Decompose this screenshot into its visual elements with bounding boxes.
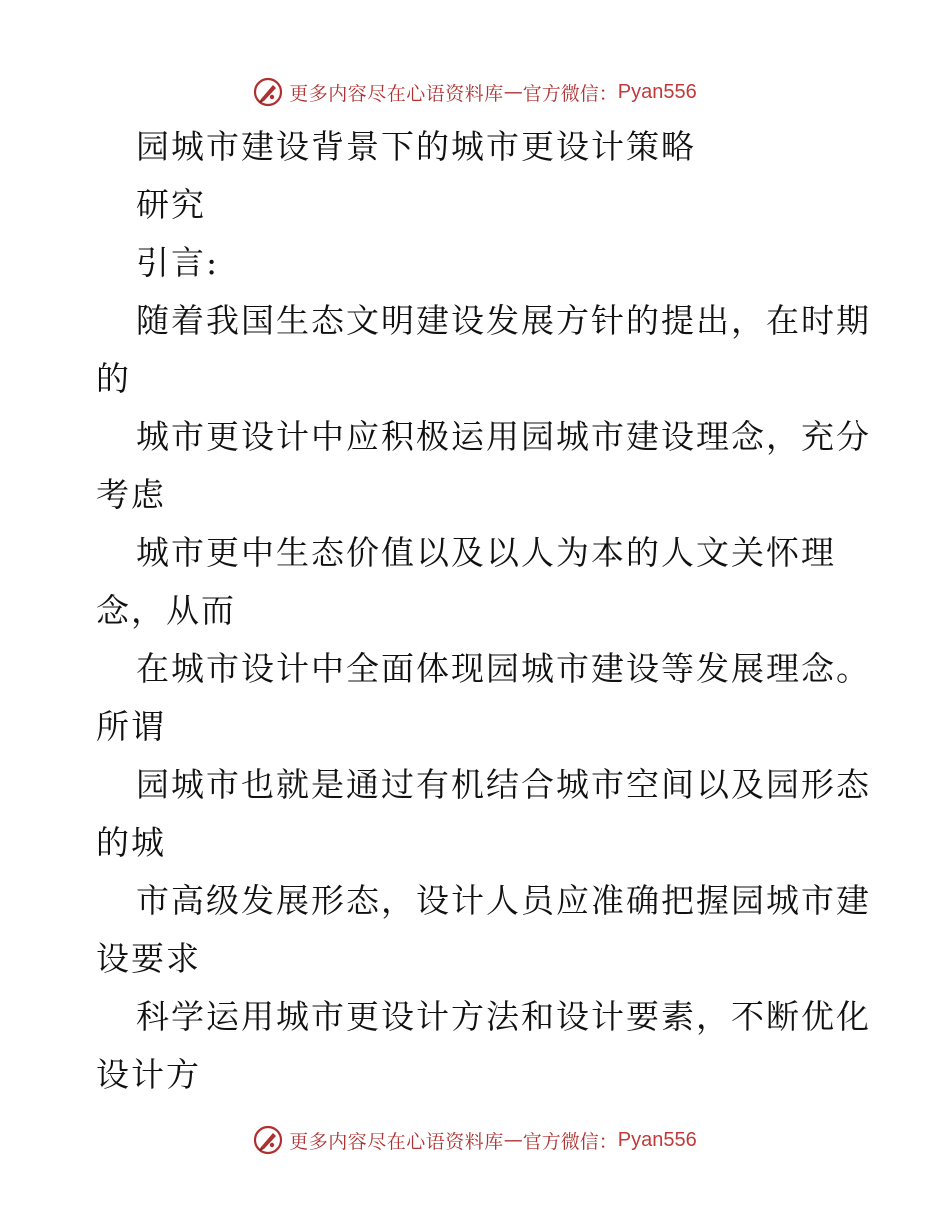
doc-text-line: 随着我国生态文明建设发展方针的提出，在时期 [136, 301, 871, 340]
doc-title-line-1: 园城市建设背景下的城市更设计策略 [136, 127, 696, 166]
doc-text-line: 城市更中生态价值以及以人为本的人文关怀理 [136, 533, 836, 572]
banner-separator: — [503, 1129, 523, 1151]
pen-logo-icon [253, 1125, 283, 1155]
doc-text-line: 所谓 [96, 707, 166, 746]
wechat-id: Pyan556 [617, 1128, 697, 1151]
doc-text-line: 设计方 [96, 1055, 201, 1094]
doc-text-line: 设要求 [96, 939, 201, 978]
doc-text-line: 园城市也就是通过有机结合城市空间以及园形态 [136, 765, 871, 804]
banner-separator: — [503, 81, 523, 103]
doc-text-line: 市高级发展形态，设计人员应准确把握园城市建 [136, 881, 871, 920]
doc-title-line-2: 研究 [136, 185, 206, 224]
document-body [96, 118, 871, 1104]
doc-section-heading: 引言: [136, 243, 220, 282]
pen-logo-icon [253, 77, 283, 107]
doc-text-line: 城市更设计中应积极运用园城市建设理念，充分 [136, 417, 871, 456]
doc-text-line: 的 [96, 359, 131, 398]
doc-text-line: 在城市设计中全面体现园城市建设等发展理念。 [136, 649, 871, 688]
wechat-label: 官方微信： [522, 82, 618, 105]
wechat-label: 官方微信： [522, 1130, 618, 1153]
doc-text-line: 考虑 [96, 475, 166, 514]
header-watermark-banner [0, 72, 950, 112]
footer-watermark-banner [0, 1120, 950, 1160]
wechat-id: Pyan556 [617, 80, 697, 103]
doc-text-line: 的城 [96, 823, 166, 862]
banner-text: 更多内容尽在心语资料库 [289, 1130, 504, 1153]
doc-text-line: 科学运用城市更设计方法和设计要素，不断优化 [136, 997, 871, 1036]
banner-text: 更多内容尽在心语资料库 [289, 82, 504, 105]
doc-text-line: 念，从而 [96, 591, 236, 630]
